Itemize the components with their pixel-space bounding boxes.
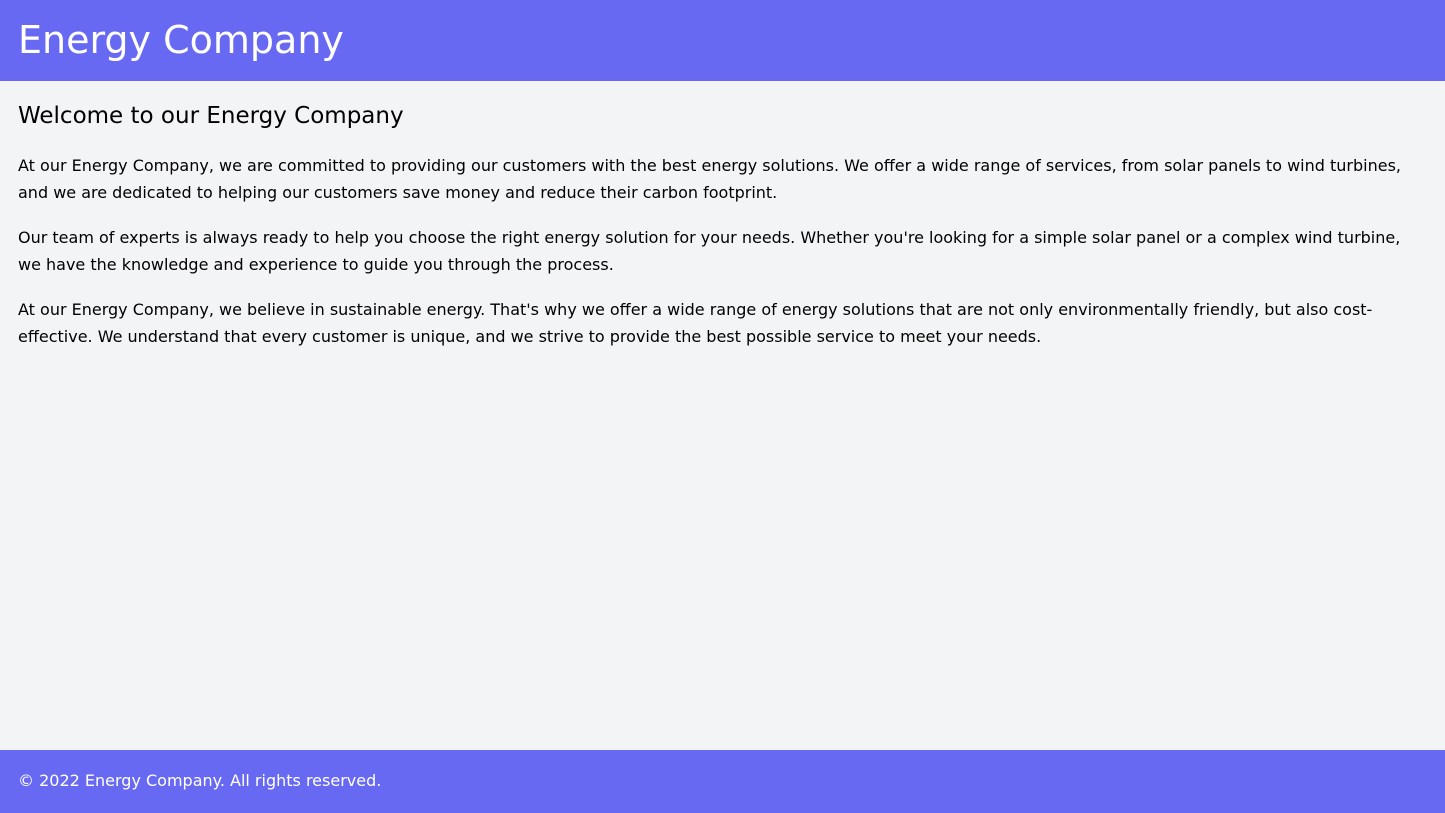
site-header: [0, 0, 1445, 81]
team-paragraph: Our team of experts is always ready to help you choose the right energy solution for your needs. Whether you're looking for a simple solar panel or a complex wind turbine, we have the knowledge and experience to guide you through the process.: [18, 228, 1401, 274]
welcome-heading: Welcome to our Energy Company: [18, 103, 404, 129]
main-content: [18, 98, 1413, 350]
copyright-text: © 2022 Energy Company. All rights reserved.: [18, 771, 382, 790]
site-title: Energy Company: [18, 18, 344, 62]
site-footer: [0, 750, 1445, 813]
intro-paragraph: At our Energy Company, we are committed to providing our customers with the best energy solutions. We offer a wide range of services, from solar panels to wind turbines, and we are dedicated to helping our customers save money and reduce their carbon footprint.: [18, 156, 1401, 202]
sustainability-paragraph: At our Energy Company, we believe in sustainable energy. That's why we offer a wide range of energy solutions that are not only environmentally friendly, but also cost-effective. We understand that every customer is unique, and we strive to provide the best possible service to meet your needs.: [18, 300, 1373, 346]
